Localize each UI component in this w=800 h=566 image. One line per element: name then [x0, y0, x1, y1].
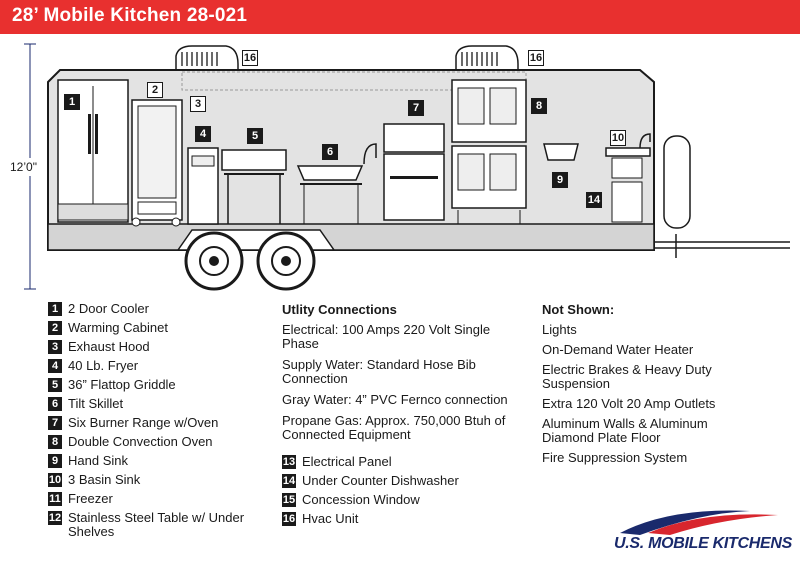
legend-item — [282, 493, 508, 507]
utility-title: Utlity Connections — [282, 302, 397, 317]
legend-item — [48, 397, 270, 411]
trailer-diagram — [0, 34, 800, 300]
not-shown-item: Electric Brakes & Heavy Duty Suspension — [542, 362, 712, 391]
marker-10: 10 — [611, 132, 625, 144]
legend-label: Double Convection Oven — [68, 434, 213, 449]
company-logo — [600, 505, 793, 557]
legend-number: 2 — [48, 321, 62, 335]
legend-label: Warming Cabinet — [68, 320, 168, 335]
wheel-left — [186, 233, 242, 289]
legend-item — [48, 511, 270, 539]
wheel-right — [258, 233, 314, 289]
legend-item — [282, 512, 508, 526]
hand-sink — [544, 144, 578, 160]
double-convection-oven — [452, 80, 526, 224]
legend-label: Tilt Skillet — [68, 396, 124, 411]
legend-label: Concession Window — [302, 492, 420, 507]
legend-item — [48, 302, 270, 316]
legend-label: 3 Basin Sink — [68, 472, 141, 487]
legend-item — [48, 492, 270, 506]
marker-3: 3 — [190, 96, 206, 112]
fryer — [188, 148, 218, 224]
utility-item: Electrical: 100 Amps 220 Volt Single Phase — [282, 322, 491, 351]
utility-item: Gray Water: 4” PVC Fernco connection — [282, 392, 508, 407]
legend-label: 40 Lb. Fryer — [68, 358, 139, 373]
legend-item — [282, 455, 508, 469]
marker-9: 9 — [552, 172, 568, 188]
logo-swoosh — [600, 505, 790, 535]
marker-4: 4 — [195, 126, 211, 142]
utility-connections — [282, 302, 508, 531]
legend-label: Stainless Steel Table w/ Under Shelves — [68, 510, 245, 539]
hvac-unit-right — [456, 46, 518, 70]
legend-label: Electrical Panel — [302, 454, 392, 469]
legend-label: 36” Flattop Griddle — [68, 377, 176, 392]
legend-label: Six Burner Range w/Oven — [68, 415, 219, 430]
marker-6: 6 — [322, 144, 338, 160]
legend-number: 4 — [48, 359, 62, 373]
six-burner-range — [384, 124, 444, 220]
legend-number: 6 — [48, 397, 62, 411]
hvac-unit-left — [176, 46, 238, 70]
legend-item — [48, 321, 270, 335]
not-shown-item: Aluminum Walls & Aluminum Diamond Plate Floor — [542, 416, 708, 445]
legend-number: 9 — [48, 454, 62, 468]
legend-label: Exhaust Hood — [68, 339, 150, 354]
not-shown-item: Extra 120 Volt 20 Amp Outlets — [542, 396, 716, 411]
legend-number: 8 — [48, 435, 62, 449]
legend-item — [48, 416, 270, 430]
legend-number: 10 — [48, 474, 62, 486]
legend-number: 13 — [282, 456, 296, 468]
legend-number: 16 — [282, 513, 296, 525]
legend-item — [48, 435, 270, 449]
legend-item — [48, 378, 270, 392]
header-bar — [0, 0, 800, 34]
legend-label: 2 Door Cooler — [68, 301, 149, 316]
logo-text: U.S. MOBILE KITCHENS — [614, 535, 793, 552]
height-label: 12’0" — [10, 160, 37, 174]
legend-item — [48, 359, 270, 373]
marker-14: 14 — [587, 194, 601, 206]
legend-item — [282, 474, 508, 488]
marker-16-left: 16 — [243, 52, 257, 64]
legend-number: 5 — [48, 378, 62, 392]
page-title: 28’ Mobile Kitchen 28-021 — [12, 5, 248, 26]
marker-1: 1 — [64, 94, 80, 110]
legend-number: 11 — [49, 493, 61, 505]
not-shown-list — [542, 302, 762, 471]
legend-label: Hand Sink — [68, 453, 128, 468]
marker-5: 5 — [247, 128, 263, 144]
legend-number: 15 — [282, 494, 296, 506]
propane-tank — [664, 136, 690, 228]
legend-label: Under Counter Dishwasher — [302, 473, 459, 488]
legend-number: 1 — [48, 302, 62, 316]
utility-item: Supply Water: Standard Hose Bib Connection — [282, 357, 476, 386]
utility-item: Propane Gas: Approx. 750,000 Btuh of Connected Equipment — [282, 413, 506, 442]
legend-item — [48, 340, 270, 354]
legend-label: Hvac Unit — [302, 511, 359, 526]
not-shown-item: Fire Suppression System — [542, 450, 688, 465]
warming-cabinet — [132, 100, 182, 226]
legend-number: 3 — [48, 340, 62, 354]
equipment-legend — [48, 302, 270, 544]
not-shown-title: Not Shown: — [542, 302, 615, 317]
not-shown-item: On-Demand Water Heater — [542, 342, 694, 357]
legend-item — [48, 454, 270, 468]
marker-7: 7 — [408, 100, 424, 116]
legend-number: 7 — [48, 416, 62, 430]
marker-16-right: 16 — [529, 52, 543, 64]
legend-number: 12 — [48, 512, 62, 524]
not-shown-item: Lights — [542, 322, 577, 337]
marker-8: 8 — [531, 98, 547, 114]
trailer-drawing — [0, 34, 800, 300]
legend-item — [48, 473, 270, 487]
marker-2: 2 — [147, 82, 163, 98]
legend-number: 14 — [282, 475, 296, 487]
legend-label: Freezer — [68, 491, 113, 506]
